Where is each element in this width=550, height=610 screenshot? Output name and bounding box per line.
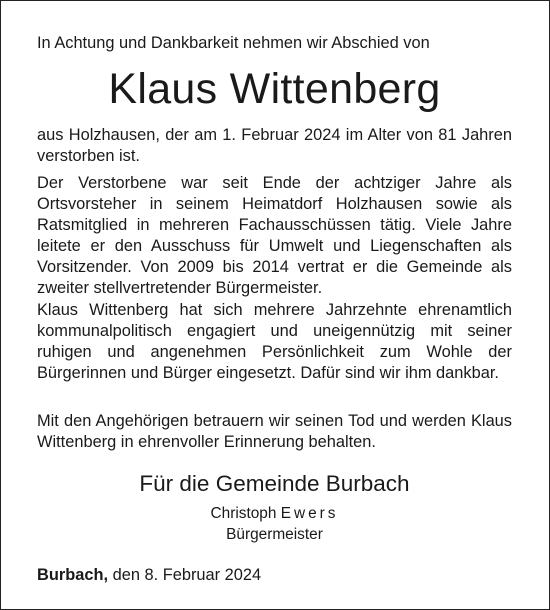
- on-behalf-line: Für die Gemeinde Burbach: [139, 471, 410, 496]
- signer-last-name: Ewers: [280, 505, 339, 522]
- paragraph-engagement: Klaus Wittenberg hat sich mehrere Jahrzehnte ehrenamtlich kommunalpolitisch engagiert und uneigennützig mit seiner ruhigen und angenehmen Persönlichkeit zum Wohle der Bürgerinnen und Bürger eingesetzt. Dafür sind wir ihm dankbar.: [37, 301, 512, 383]
- signer-role: Bürgermeister: [226, 526, 323, 543]
- intro-line: In Achtung und Dankbarkeit nehmen wir Abschied von: [37, 34, 430, 52]
- paragraph-mourning: Mit den Angehörigen betrauern wir seinen Tod und werden Klaus Wittenberg in ehrenvoller Erinnerung behalten.: [37, 412, 512, 452]
- paragraph-origin: aus Holzhausen, der am 1. Februar 2024 im Alter von 81 Jahren verstorben ist.: [37, 126, 512, 166]
- signature-block: [37, 503, 512, 545]
- deceased-name: Klaus Wittenberg: [108, 65, 441, 113]
- paragraph-career: Der Verstorbene war seit Ende der achtziger Jahre als Ortsvorsteher in seinem Heimatdorf Holzhausen sowie als Ratsmitglied in mehreren Fachausschüssen tätig. Viele Jahre leitete er den Ausschuss für Umwelt und Liegenschaften als Vorsitzender. Von 2009 bis 2014 vertrat er die Gemeinde als zweiter stellvertretender Bürgermeister.: [37, 174, 512, 298]
- date: den 8. Februar 2024: [108, 566, 262, 584]
- place-date-line: [37, 564, 261, 586]
- place: Burbach,: [37, 566, 109, 584]
- signer-first-name: Christoph: [210, 505, 277, 522]
- signer-name: [37, 503, 512, 524]
